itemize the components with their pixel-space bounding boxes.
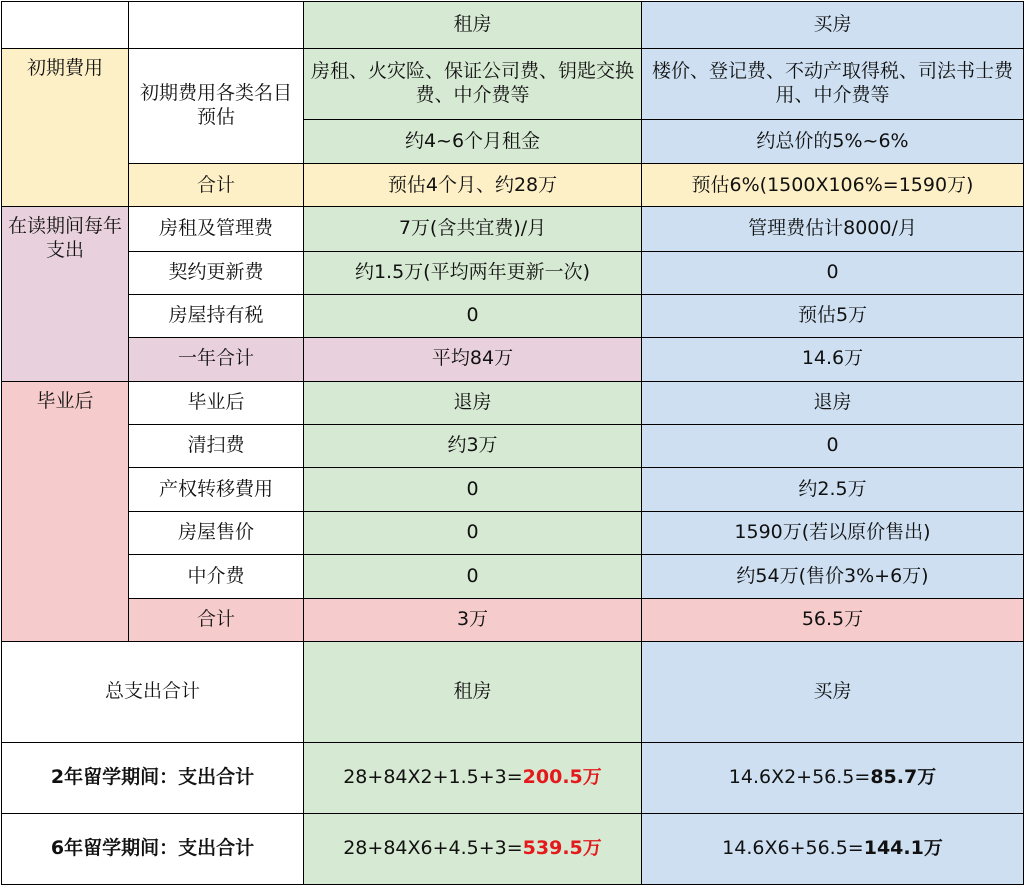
after-row-label: 清扫费 [129, 424, 304, 467]
summary-header-row [2, 642, 1024, 742]
two-year-row [2, 742, 1024, 813]
six-year-rent-total [304, 813, 642, 884]
buy-after-value: 1590万(若以原价售出) [642, 512, 1024, 555]
two-year-rent-total [304, 742, 642, 813]
during-row-label: 房屋持有税 [129, 294, 304, 337]
six-year-label: 6年留学期间：支出合计 [2, 813, 304, 884]
after-total-label: 合计 [129, 599, 304, 642]
summary-rent-header: 租房 [304, 642, 642, 742]
buy-after-total: 56.5万 [642, 599, 1024, 642]
rent-initial-items: 房租、火灾险、保证公司费、钥匙交换费、中介费等 [304, 49, 642, 120]
after-total-row [2, 599, 1024, 642]
buy-initial-total: 预估6%(1500X106%=1590万) [642, 164, 1024, 207]
buy-header: 买房 [642, 2, 1024, 49]
rent-result: 539.5万 [522, 837, 602, 859]
rent-during-value: 7万(含共宜费)/月 [304, 207, 642, 251]
corner-cell [2, 2, 129, 49]
after-row-label: 房屋售价 [129, 512, 304, 555]
rent-initial-total: 预估4个月、约28万 [304, 164, 642, 207]
buy-result: 85.7万 [870, 765, 937, 788]
corner-cell [129, 2, 304, 49]
rent-after-value: 约3万 [304, 424, 642, 467]
during-total-row [2, 337, 1024, 381]
buy-during-value: 管理费估计8000/月 [642, 207, 1024, 251]
during-row [2, 251, 1024, 294]
after-row [2, 424, 1024, 467]
header-row [2, 2, 1024, 49]
six-year-row [2, 813, 1024, 884]
rent-during-total: 平均84万 [304, 337, 642, 381]
buy-during-value: 0 [642, 251, 1024, 294]
after-row-label: 毕业后 [129, 381, 304, 424]
during-total-label: 一年合计 [129, 337, 304, 381]
after-row [2, 381, 1024, 424]
during-category: 在读期间每年支出 [2, 207, 129, 381]
initial-total-label: 合计 [129, 164, 304, 207]
summary-label: 总支出合计 [2, 642, 304, 742]
after-row [2, 468, 1024, 512]
six-year-buy-total [642, 813, 1024, 884]
during-row [2, 207, 1024, 251]
rent-after-total: 3万 [304, 599, 642, 642]
cost-comparison-table [1, 1, 1024, 885]
during-row-label: 房租及管理费 [129, 207, 304, 251]
rent-during-value: 约1.5万(平均两年更新一次) [304, 251, 642, 294]
initial-category: 初期費用 [2, 49, 129, 207]
buy-during-value: 预估5万 [642, 294, 1024, 337]
after-category: 毕业后 [2, 381, 129, 642]
buy-initial-estimate: 约总价的5%~6% [642, 120, 1024, 164]
after-row-label: 产权转移費用 [129, 468, 304, 512]
rent-initial-estimate: 约4~6个月租金 [304, 120, 642, 164]
buy-after-value: 约54万(售价3%+6万) [642, 555, 1024, 599]
buy-formula: 14.6X2+56.5= [728, 765, 871, 788]
buy-initial-items: 楼价、登记费、不动产取得税、司法书士费用、中介费等 [642, 49, 1024, 120]
after-row-label: 中介费 [129, 555, 304, 599]
after-row [2, 512, 1024, 555]
rent-after-value: 0 [304, 512, 642, 555]
rent-during-value: 0 [304, 294, 642, 337]
rent-after-value: 0 [304, 468, 642, 512]
rent-after-value: 退房 [304, 381, 642, 424]
during-row-label: 契约更新费 [129, 251, 304, 294]
rent-formula: 28+84X6+4.5+3= [343, 837, 523, 859]
rent-formula: 28+84X2+1.5+3= [343, 765, 523, 788]
summary-buy-header: 买房 [642, 642, 1024, 742]
initial-items-row [2, 49, 1024, 120]
initial-items-label: 初期费用各类名目预估 [129, 49, 304, 164]
buy-after-value: 退房 [642, 381, 1024, 424]
rent-after-value: 0 [304, 555, 642, 599]
initial-total-row [2, 164, 1024, 207]
two-year-buy-total [642, 742, 1024, 813]
buy-after-value: 0 [642, 424, 1024, 467]
after-row [2, 555, 1024, 599]
buy-after-value: 约2.5万 [642, 468, 1024, 512]
during-row [2, 294, 1024, 337]
rent-header: 租房 [304, 2, 642, 49]
buy-formula: 14.6X6+56.5= [722, 837, 864, 859]
rent-result: 200.5万 [522, 765, 602, 788]
buy-during-total: 14.6万 [642, 337, 1024, 381]
buy-result: 144.1万 [863, 837, 943, 859]
two-year-label: 2年留学期间：支出合计 [2, 742, 304, 813]
